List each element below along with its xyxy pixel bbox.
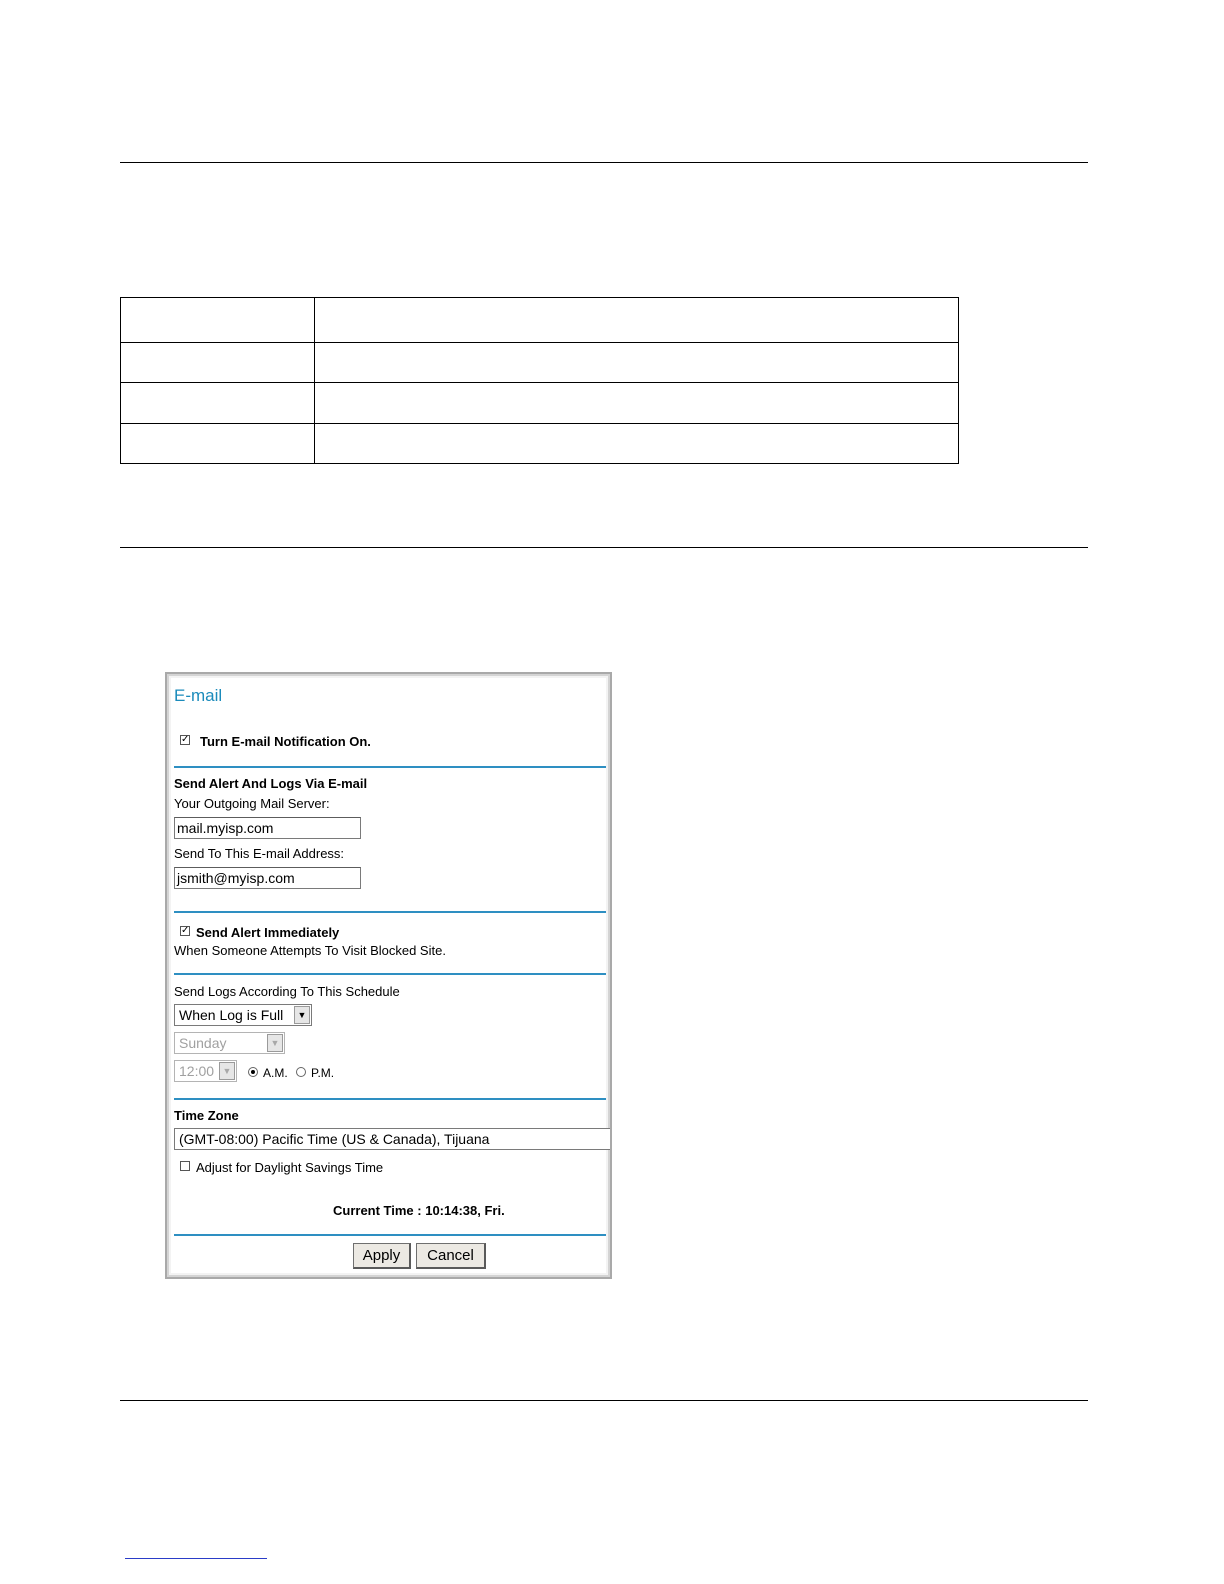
table-row: [121, 298, 959, 343]
current-time: Current Time : 10:14:38, Fri.: [333, 1203, 505, 1218]
schedule-time-select[interactable]: [174, 1060, 237, 1082]
time-zone-value: (GMT-08:00) Pacific Time (US & Canada), Tijuana: [179, 1131, 490, 1147]
bottom-rule: [120, 1400, 1088, 1401]
schedule-label: Send Logs According To This Schedule: [174, 984, 400, 999]
chevron-down-icon: ▼: [219, 1062, 235, 1080]
email-address-label: Send To This E-mail Address:: [174, 846, 345, 861]
footer-link-underline: [125, 1558, 267, 1559]
document-table: [120, 297, 959, 464]
schedule-day-select[interactable]: [174, 1032, 285, 1054]
dst-checkbox[interactable]: [180, 1161, 190, 1171]
divider: [174, 1234, 606, 1236]
cancel-button[interactable]: Cancel: [416, 1243, 486, 1269]
schedule-day-value: Sunday: [179, 1035, 227, 1051]
notification-label: Turn E-mail Notification On.: [200, 734, 371, 749]
apply-button[interactable]: Apply: [353, 1243, 411, 1269]
alert-immediately-checkbox[interactable]: ✓: [181, 925, 190, 936]
time-zone-heading: Time Zone: [174, 1108, 239, 1123]
am-radio[interactable]: [248, 1067, 258, 1077]
am-label: A.M.: [263, 1066, 288, 1080]
top-rule: [120, 162, 1088, 163]
mail-server-input[interactable]: mail.myisp.com: [174, 817, 361, 839]
alert-description: When Someone Attempts To Visit Blocked Site.: [174, 943, 446, 958]
table-row: [121, 383, 959, 424]
alert-immediately-label: Send Alert Immediately: [196, 925, 340, 940]
dst-label: Adjust for Daylight Savings Time: [196, 1160, 384, 1175]
email-settings-panel: [165, 672, 612, 1279]
email-settings-content: [171, 678, 606, 1273]
table-row: [121, 424, 959, 464]
table-row: [121, 343, 959, 383]
schedule-time-value: 12:00: [179, 1063, 215, 1079]
time-zone-select[interactable]: [174, 1128, 610, 1150]
divider: [174, 911, 606, 913]
page-title: E-mail: [174, 686, 223, 705]
schedule-frequency-select[interactable]: [174, 1004, 312, 1026]
mail-server-label: Your Outgoing Mail Server:: [174, 796, 330, 811]
email-address-input[interactable]: jsmith@myisp.com: [174, 867, 361, 889]
send-alerts-heading: Send Alert And Logs Via E-mail: [174, 776, 368, 791]
divider: [174, 1098, 606, 1100]
pm-label: P.M.: [311, 1066, 335, 1080]
schedule-frequency-value: When Log is Full: [179, 1007, 284, 1023]
divider: [174, 766, 606, 768]
section-rule: [120, 547, 1088, 548]
notification-checkbox[interactable]: ✓: [181, 734, 190, 745]
chevron-down-icon: ▼: [294, 1006, 310, 1024]
pm-radio[interactable]: [296, 1067, 306, 1077]
chevron-down-icon: ▼: [267, 1034, 283, 1052]
divider: [174, 973, 606, 975]
